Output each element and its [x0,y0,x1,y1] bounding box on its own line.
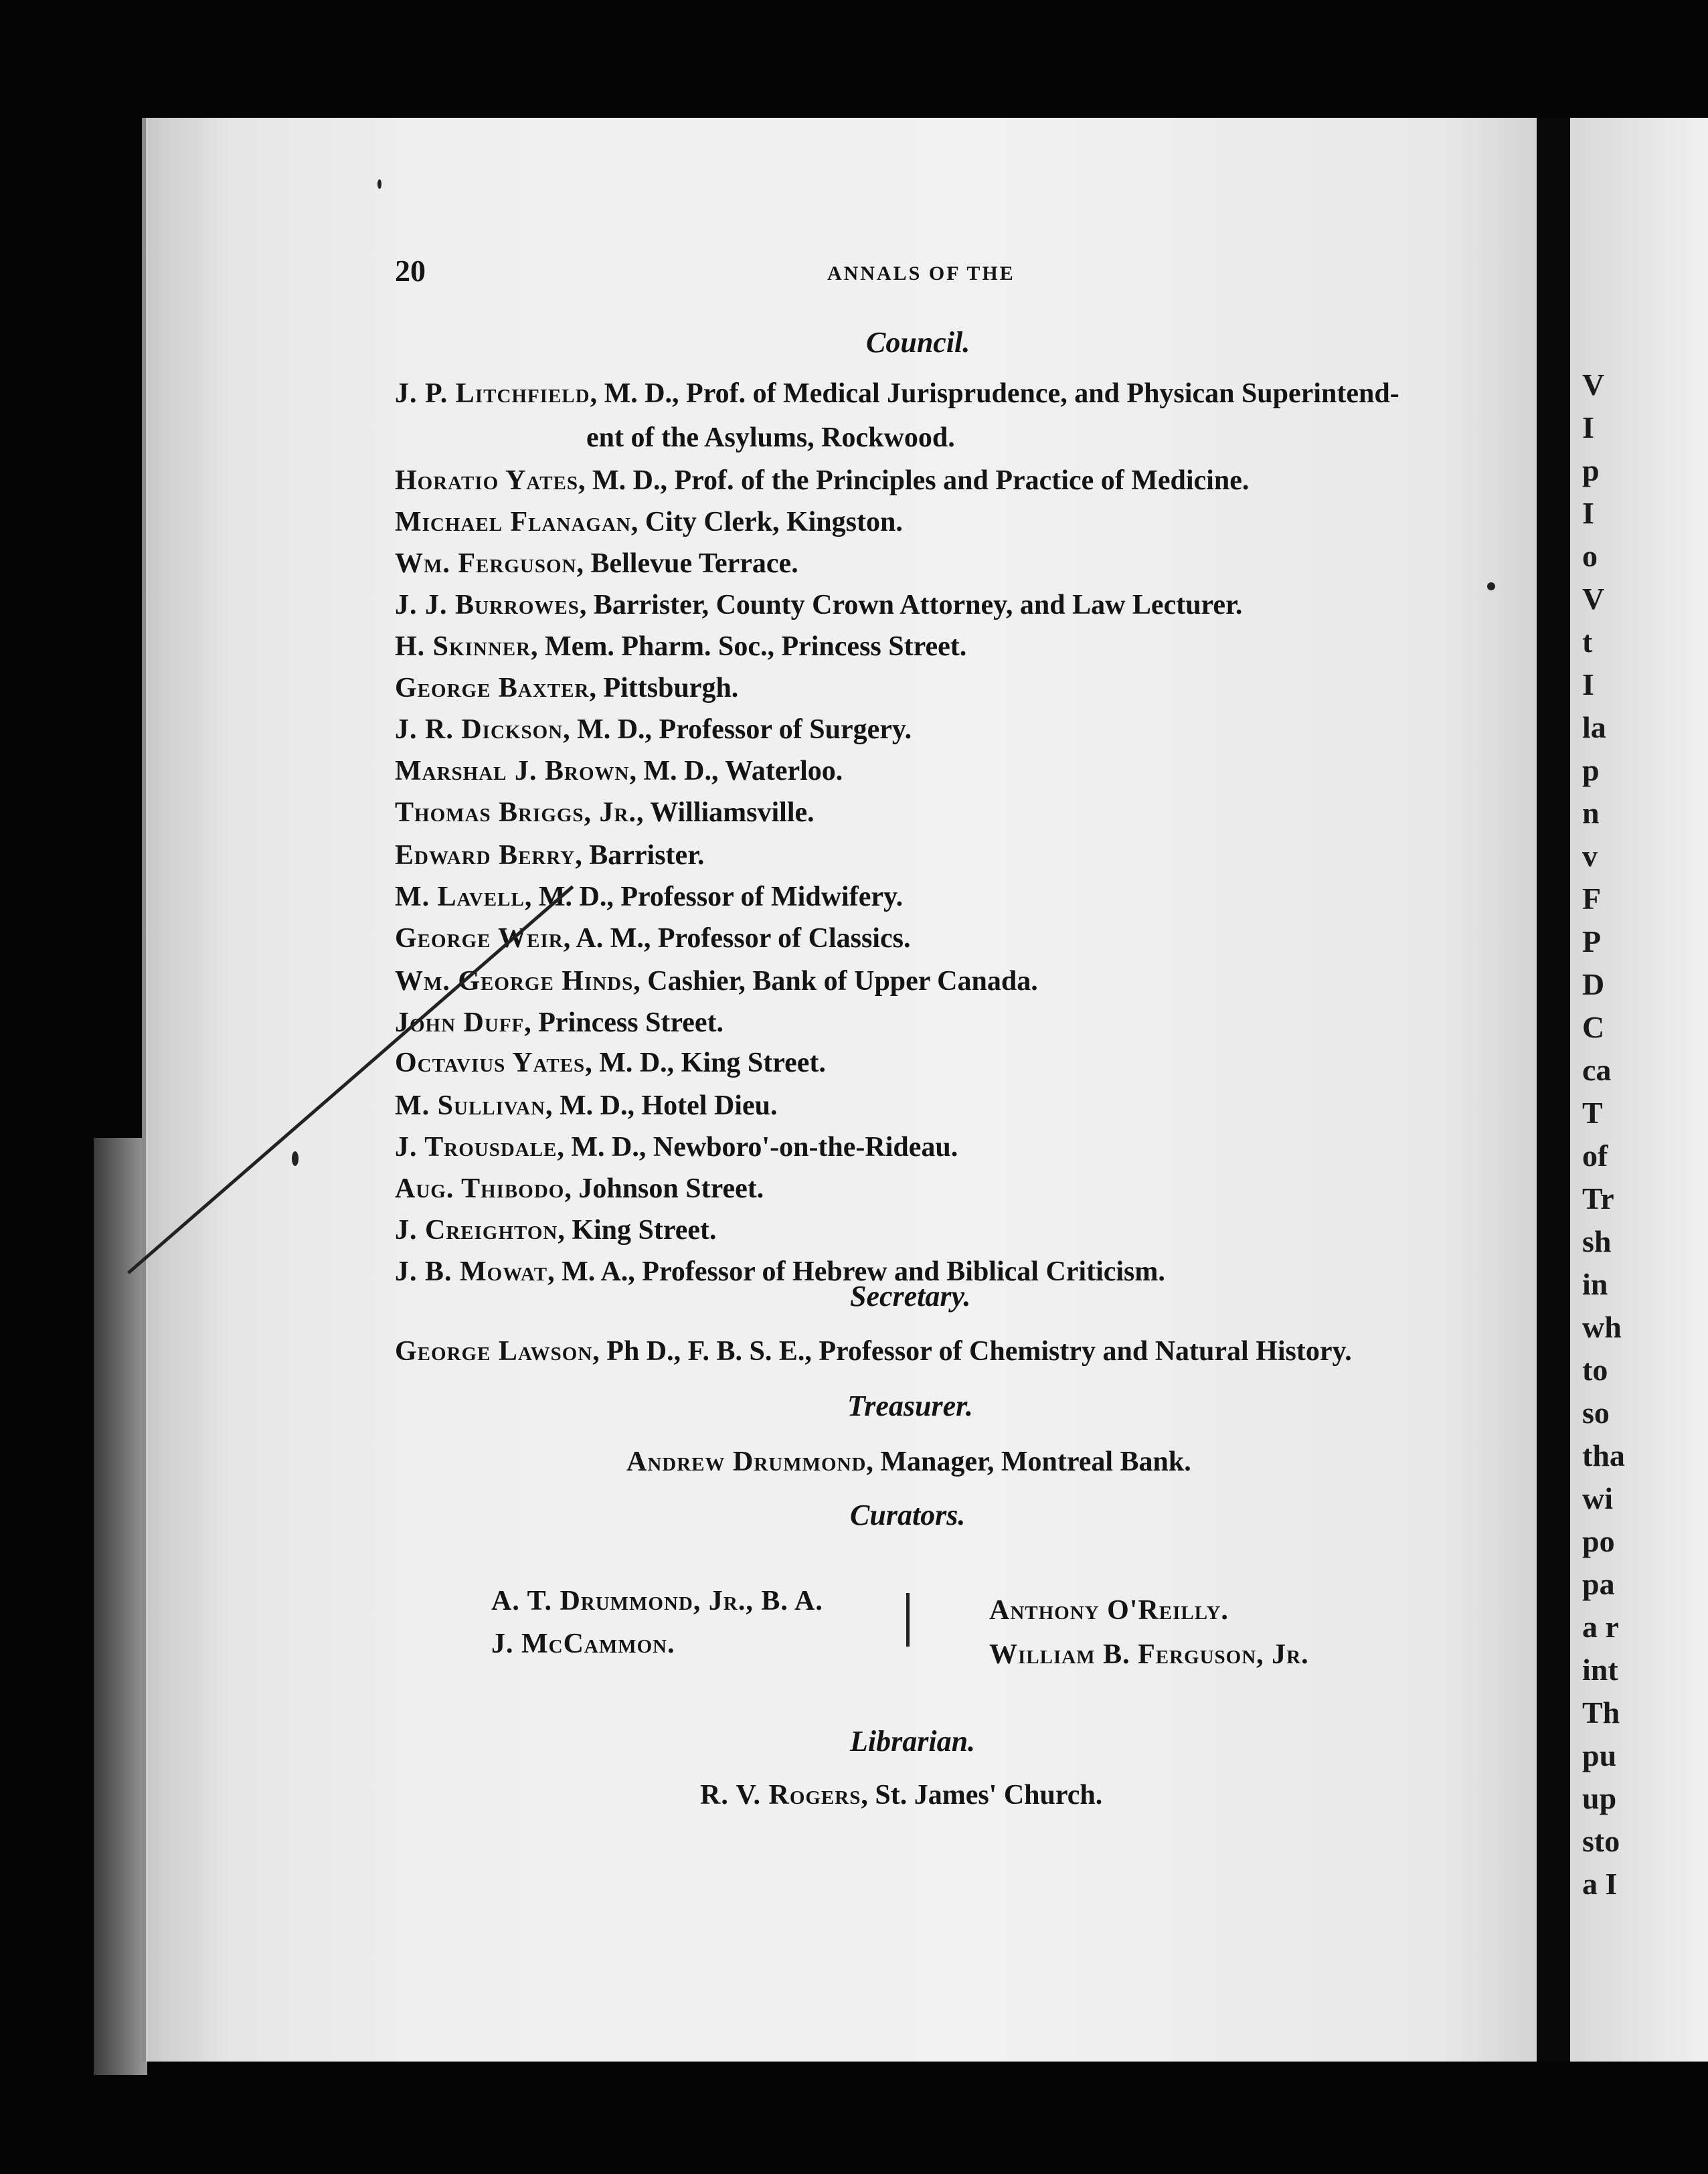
council-member-details: , A. M., Professor of Classics. [563,923,911,954]
facing-page-fragment: V [1582,367,1605,402]
facing-page [1570,118,1708,2062]
council-member [395,797,815,829]
council-member-details: , M. D., King Street. [585,1048,826,1078]
council-member-name: Thomas Briggs, Jr. [395,797,636,828]
council-member [395,922,910,954]
librarian-heading: Librarian. [850,1725,976,1758]
council-member [586,422,955,454]
facing-page-fragment: wi [1582,1481,1613,1515]
council-member-details: , M. D., Prof. of the Principles and Practice of Medicine. [578,465,1250,496]
council-member [395,714,912,746]
council-member-details: , Princess Street. [524,1007,724,1038]
facing-page-fragment: to [1582,1353,1608,1387]
council-member-details: , M. D., Prof. of Medical Jurisprudence, and Physican Superintend- [590,378,1399,409]
treasurer-entry [626,1446,1191,1478]
council-member-name: Michael Flanagan [395,507,631,537]
facing-page-fragment: o [1582,539,1598,573]
council-member-name: George Baxter [395,673,590,703]
librarian-name: R. V. Rogers [700,1780,861,1811]
council-member-name: John Duff [395,1007,525,1038]
facing-page-fragment: in [1582,1267,1608,1301]
facing-page-fragment: P [1582,924,1602,958]
facing-page-fragment: t [1582,624,1593,659]
council-member-details: , M. D., Waterloo. [629,756,843,786]
council-member-name: M. Sullivan [395,1090,546,1121]
facing-page-fragment: tha [1582,1438,1625,1473]
librarian-entry [700,1779,1102,1811]
council-member-details: , M. D., Professor of Surgery. [563,714,912,745]
council-member [395,672,738,704]
council-member [395,839,704,871]
facing-page-fragment: a I [1582,1867,1618,1901]
council-member [395,1173,764,1205]
council-member-name: Wm. Ferguson [395,548,577,579]
council-member-details: , Cashier, Bank of Upper Canada. [633,966,1038,997]
council-member [395,631,966,663]
running-head: ANNALS OF THE [827,262,1015,284]
page-number: 20 [395,254,426,288]
council-member [395,589,1242,621]
facing-page-fragment: ca [1582,1053,1612,1087]
ink-speck [377,179,381,189]
council-member-name: J. Trousdale [395,1132,558,1163]
facing-page-fragment: v [1582,839,1598,873]
council-member-name: M. Lavell [395,882,525,912]
curator-right-2: William B. Ferguson, Jr. [989,1639,1309,1670]
facing-page-fragment: C [1582,1010,1605,1044]
council-member [395,1214,717,1246]
council-member [395,548,798,580]
curator-right-1: Anthony O'Reilly. [989,1595,1229,1626]
council-member-details: , Bellevue Terrace. [576,548,798,579]
facing-page-fragment: n [1582,796,1600,830]
curators-divider [906,1593,910,1647]
ink-speck [292,1151,298,1166]
facing-page-fragment: sto [1582,1824,1620,1858]
council-member-details: , Mem. Pharm. Soc., Princess Street. [531,631,967,662]
facing-page-fragment: la [1582,710,1606,744]
treasurer-details: , Manager, Montreal Bank. [866,1446,1191,1477]
facing-page-fragment: sh [1582,1224,1612,1258]
secretary-entry [395,1335,1352,1367]
facing-page-fragment: a r [1582,1610,1619,1644]
facing-page-fragment: Tr [1582,1181,1614,1216]
council-member [395,378,1399,410]
council-member-details: , Williamsville. [636,797,815,828]
facing-page-fragment: po [1582,1524,1615,1558]
council-member [395,881,903,913]
council-member [395,965,1038,997]
treasurer-name: Andrew Drummond [626,1446,867,1477]
council-member [395,465,1249,497]
facing-page-fragment: I [1582,496,1594,530]
council-member-details: , Johnson Street. [564,1173,764,1204]
council-member-name: George Weir [395,923,564,954]
facing-page-fragment: I [1582,410,1594,444]
secretary-heading: Secretary. [850,1280,971,1313]
council-member-details: , Pittsburgh. [589,673,739,703]
facing-page-fragment: T [1582,1096,1603,1130]
council-member [395,506,903,538]
secretary-name: George Lawson [395,1336,593,1367]
council-member-name: Octavius Yates [395,1048,586,1078]
council-member-name: Wm. George Hinds [395,966,634,997]
council-member-details: , M. D., Professor of Midwifery. [524,882,904,912]
council-member-details: , City Clerk, Kingston. [630,507,903,537]
curator-left-1: A. T. Drummond, Jr., B. A. [491,1586,823,1616]
curators-heading: Curators. [850,1499,966,1531]
facing-page-fragment: up [1582,1781,1617,1815]
council-member [395,1256,1165,1288]
council-member [395,1047,826,1079]
facing-page-fragment: p [1582,753,1600,787]
facing-page-fragment: wh [1582,1310,1622,1344]
council-member-name: J. P. Litchfield [395,378,590,409]
secretary-details: , Ph D., F. B. S. E., Professor of Chemistry and Natural History. [592,1336,1352,1367]
council-member [395,1090,777,1122]
facing-page-fragment: Th [1582,1695,1620,1730]
page-shadow [94,1138,147,2075]
facing-page-fragment: F [1582,882,1602,916]
council-member [395,1131,958,1163]
facing-page-fragment: pa [1582,1567,1615,1601]
council-member [395,755,843,787]
council-member-details: , King Street. [558,1215,717,1246]
facing-page-fragment: I [1582,667,1594,701]
council-member-name: Marshal J. Brown [395,756,630,786]
facing-page-fragment: p [1582,453,1600,487]
council-member-name: H. Skinner [395,631,531,662]
council-member-name: J. Creighton [395,1215,558,1246]
council-member-details: , M. D., Newboro'-on-the-Rideau. [557,1132,958,1163]
council-member-details: ent of the Asylums, Rockwood. [586,422,955,453]
facing-page-fragment: so [1582,1396,1610,1430]
facing-page-fragment: int [1582,1653,1618,1687]
council-member-details: , M. A., Professor of Hebrew and Biblical Criticism. [547,1256,1165,1287]
treasurer-heading: Treasurer. [847,1390,973,1422]
council-member-name: J. R. Dickson [395,714,564,745]
council-member-name: Horatio Yates [395,465,579,496]
council-heading: Council. [866,326,970,359]
council-member-details: , M. D., Hotel Dieu. [545,1090,778,1121]
council-member [395,1007,723,1039]
facing-page-fragment: V [1582,582,1605,616]
facing-page-fragment: pu [1582,1738,1617,1772]
council-member-details: , Barrister, County Crown Attorney, and Law Lecturer. [579,590,1243,620]
facing-page-fragment: D [1582,967,1605,1001]
librarian-details: , St. James' Church. [861,1780,1103,1811]
council-member-name: J. B. Mowat [395,1256,548,1287]
curator-left-2: J. McCammon. [491,1628,675,1659]
council-member-name: Edward Berry [395,840,576,871]
book-gutter [1537,118,1570,2062]
council-member-details: , Barrister. [575,840,705,871]
council-member-name: Aug. Thibodo [395,1173,565,1204]
ink-speck [1487,582,1495,590]
council-member-name: J. J. Burrowes [395,590,580,620]
facing-page-fragment: of [1582,1139,1608,1173]
